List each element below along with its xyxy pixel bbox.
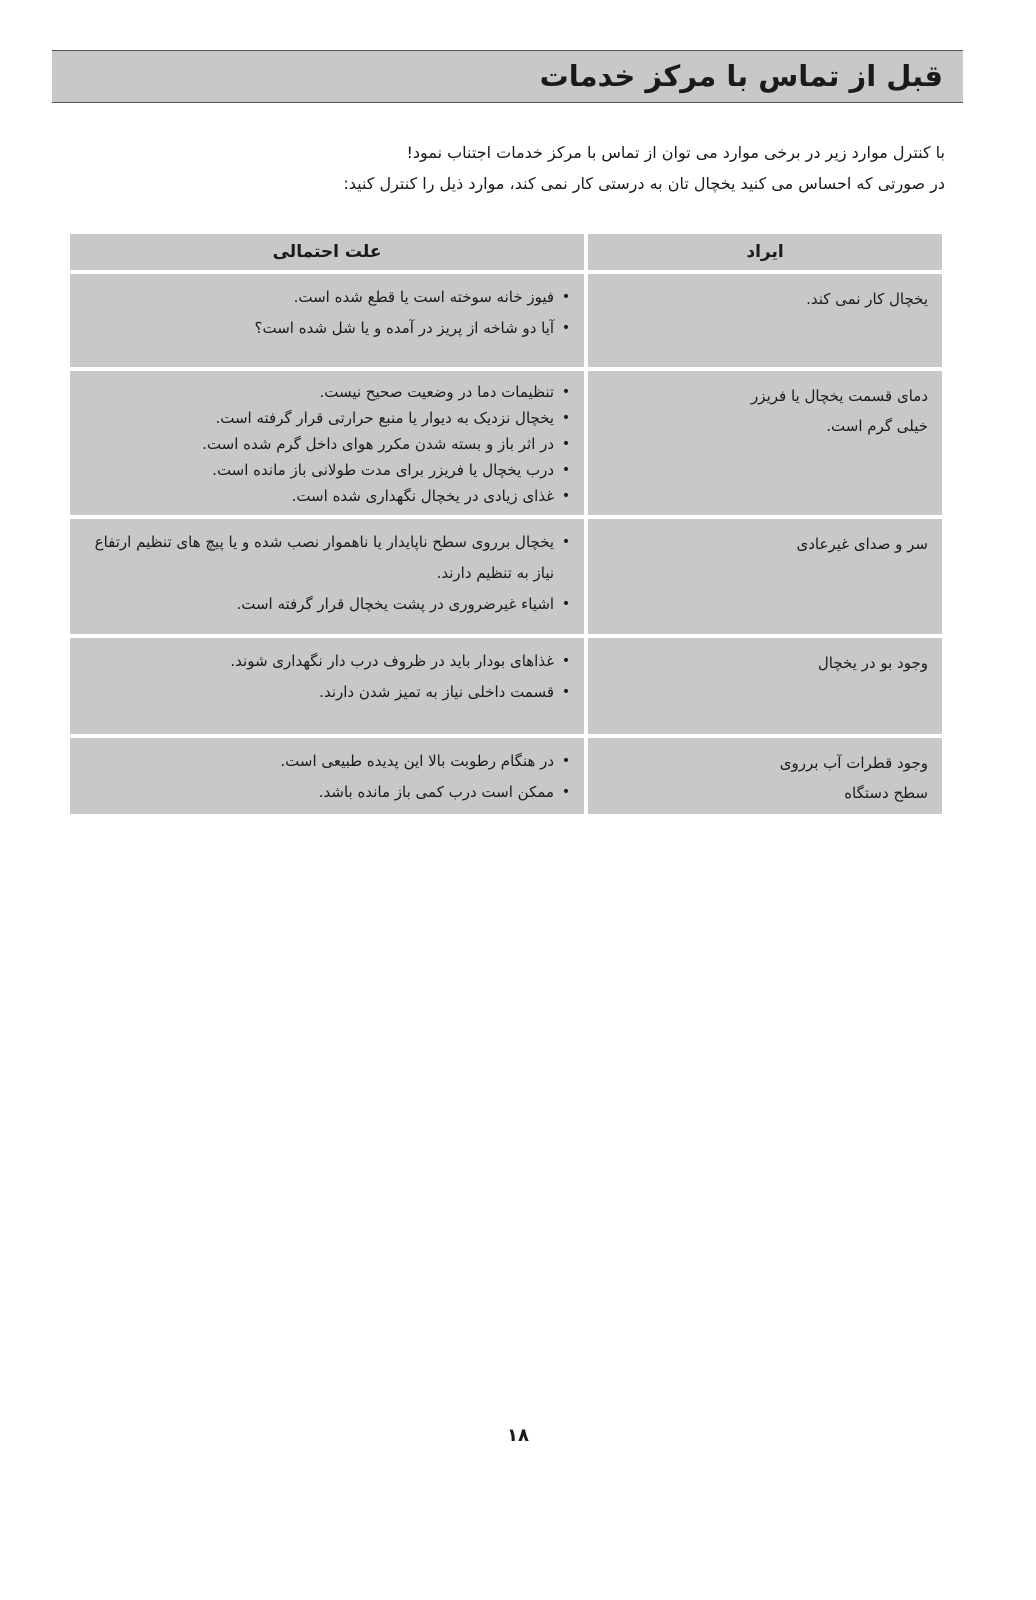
symptom-text: سر و صدای غیرعادی — [796, 535, 928, 553]
list-item: • یخچال برروی سطح ناپایدار یا ناهموار نصب شده و یا پیچ های تنظیم ارتفاع نیاز به تنظیم دارند. — [80, 527, 570, 589]
symptom-cell — [588, 738, 942, 814]
table-row — [70, 738, 942, 814]
cause-list — [80, 746, 570, 808]
symptom-text: وجود قطرات آب برروی — [779, 754, 928, 772]
symptom-text: دمای قسمت یخچال یا فریزر — [751, 387, 928, 405]
causes-cell — [70, 738, 584, 814]
cause-list — [80, 282, 570, 344]
list-item: • یخچال نزدیک به دیوار یا منبع حرارتی قرار گرفته است. — [80, 405, 570, 431]
symptom-text: وجود بو در یخچال — [817, 654, 928, 672]
list-item: • غذای زیادی در یخچال نگهداری شده است. — [80, 483, 570, 509]
table-row — [70, 638, 942, 734]
intro-line: با کنترل موارد زیر در برخی موارد می توان از تماس با مرکز خدمات اجتناب نمود! — [406, 143, 945, 162]
symptom-cell — [588, 638, 942, 734]
list-item: • فیوز خانه سوخته است یا قطع شده است. — [80, 282, 570, 313]
list-item: • اشیاء غیرضروری در پشت یخچال قرار گرفته است. — [80, 589, 570, 620]
header-symptom: ایراد — [588, 234, 942, 270]
symptom-cell — [588, 519, 942, 634]
table-header-row — [70, 234, 942, 270]
symptom-text: خیلی گرم است. — [826, 417, 928, 435]
header-cause: علت احتمالی — [70, 234, 584, 270]
list-item: • ممکن است درب کمی باز مانده باشد. — [80, 777, 570, 808]
troubleshooting-table — [66, 230, 946, 818]
cause-list — [80, 379, 570, 509]
cause-list — [80, 527, 570, 620]
intro-line: در صورتی که احساس می کنید یخچال تان به درستی کار نمی کند، موارد ذیل را کنترل کنید: — [343, 174, 945, 193]
table-row — [70, 519, 942, 634]
page-title: قبل از تماس با مرکز خدمات — [539, 59, 943, 93]
causes-cell — [70, 519, 584, 634]
cause-list — [80, 646, 570, 708]
title-bar — [52, 50, 963, 103]
list-item: • در هنگام رطوبت بالا این پدیده طبیعی است. — [80, 746, 570, 777]
causes-cell — [70, 371, 584, 515]
causes-cell — [70, 274, 584, 367]
table-row — [70, 274, 942, 367]
list-item: • غذاهای بودار باید در ظروف درب دار نگهداری شوند. — [80, 646, 570, 677]
symptom-cell — [588, 274, 942, 367]
page-number: ۱۸ — [507, 1425, 529, 1446]
causes-cell — [70, 638, 584, 734]
list-item: • قسمت داخلی نیاز به تمیز شدن دارند. — [80, 677, 570, 708]
symptom-cell — [588, 371, 942, 515]
symptom-text: سطح دستگاه — [844, 784, 928, 802]
list-item: • تنظیمات دما در وضعیت صحیح نیست. — [80, 379, 570, 405]
table-row — [70, 371, 942, 515]
symptom-text: یخچال کار نمی کند. — [806, 290, 928, 308]
intro-text — [52, 137, 945, 199]
list-item: • آیا دو شاخه از پریز در آمده و یا شل شده است؟ — [80, 313, 570, 344]
list-item: • درب یخچال یا فریزر برای مدت طولانی باز مانده است. — [80, 457, 570, 483]
list-item: • در اثر باز و بسته شدن مکرر هوای داخل گرم شده است. — [80, 431, 570, 457]
